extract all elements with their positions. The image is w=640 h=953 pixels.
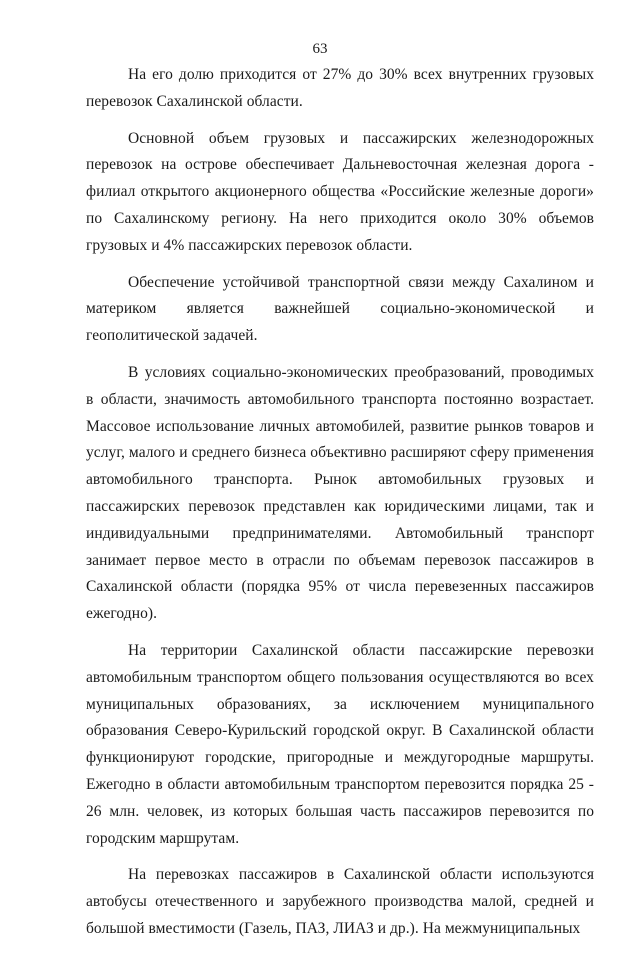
paragraph: На перевозках пассажиров в Сахалинской области используются автобусы отечественного и зарубежного производства малой, средней и большой вместимости (Газель, ПАЗ, ЛИАЗ и др.). На межмуниципальных — [86, 866, 594, 937]
page-number: 63 — [312, 41, 328, 57]
paragraph: Обеспечение устойчивой транспортной связи между Сахалином и материком является важнейшей социально-экономической и геополитической задачей. — [86, 273, 594, 345]
paragraph: На территории Сахалинской области пассажирские перевозки автомобильным транспортом общего пользования осуществляются во всех муниципальных образованиях, за исключением муниципального образования Северо-Курильский городской округ. В Сахалинской области функционируют городские, пригородные и междугородные маршруты. Ежегодно в области автомобильным транспортом перевозится порядка 25 - 26 млн. человек, из которых большая часть пассажиров перевозится по городским маршрутам. — [86, 641, 594, 847]
paragraph: Основной объем грузовых и пассажирских железнодорожных перевозок на острове обеспечивает Дальневосточная железная дорога - филиал открытого акционерного общества «Российские железные дороги» по Сахалинскому региону. На него приходится около 30% объемов грузовых и 4% пассажирских перевозок области. — [86, 129, 594, 254]
document-body — [86, 62, 594, 953]
paragraph: На его долю приходится от 27% до 30% всех внутренних грузовых перевозок Сахалинской области. — [86, 66, 594, 110]
paragraph: В условиях социально-экономических преобразований, проводимых в области, значимость автомобильного транспорта постоянно возрастает. Массовое использование личных автомобилей, развитие рынков товаров и услуг, малого и среднего бизнеса объективно расширяют сферу применения автомобильного транспорта. Рынок автомобильных грузовых и пассажирских перевозок представлен как юридическими лицами, так и индивидуальными предпринимателями. Автомобильный транспорт занимает первое место в отрасли по объемам перевозок пассажиров в Сахалинской области (порядка 95% от числа перевезенных пассажиров ежегодно). — [86, 363, 594, 623]
